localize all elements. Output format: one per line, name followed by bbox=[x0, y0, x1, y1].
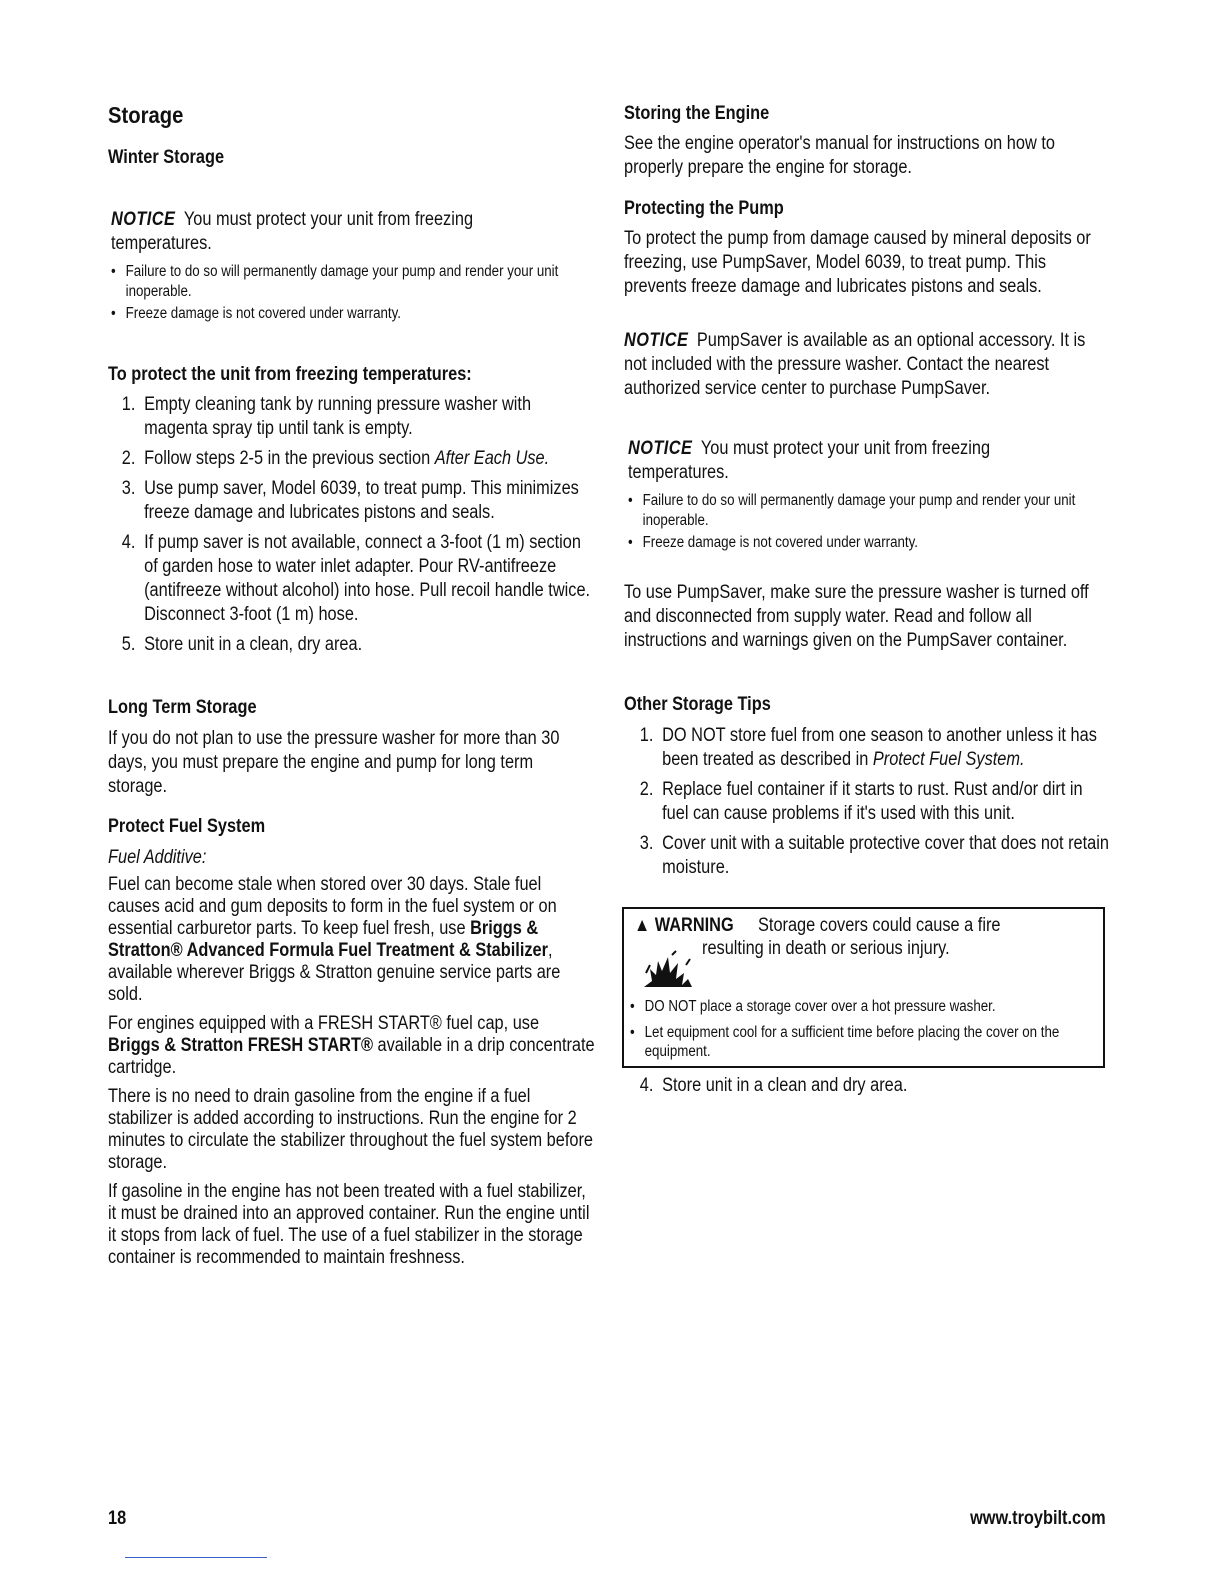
fire-icon bbox=[642, 949, 694, 989]
list-item: 1. DO NOT store fuel from one season to another unless it has been treated as described in Protect Fuel System. bbox=[639, 725, 1097, 770]
fuel-additive-label: Fuel Additive: bbox=[108, 847, 207, 868]
protect-unit-heading: To protect the unit from freezing temperatures: bbox=[108, 364, 472, 385]
winter-storage-heading: Winter Storage bbox=[108, 147, 225, 168]
warning-triangle-icon: ▲ bbox=[634, 915, 651, 936]
notice-label: NOTICE bbox=[624, 330, 689, 351]
warning-label: WARNING bbox=[654, 915, 734, 936]
list-item: 5. Store unit in a clean, dry area. bbox=[121, 634, 363, 655]
notice-text: PumpSaver is available as an optional accessory. It is not included with the pressure washer. Contact the nearest authorized service center to purchase PumpSaver. bbox=[624, 330, 1086, 399]
warning-header bbox=[634, 915, 734, 937]
notice-bullet: • Freeze damage is not covered under warranty. bbox=[628, 533, 1110, 553]
notice-pumpsaver bbox=[624, 329, 1111, 401]
protect-steps-list bbox=[108, 393, 674, 663]
notice-text: You must protect your unit from freezing temperatures. bbox=[111, 209, 474, 254]
notice-freezing-right bbox=[628, 437, 1188, 553]
storage-tip-4 bbox=[626, 1074, 1113, 1104]
warning-bullets bbox=[630, 997, 1094, 1061]
page-number: 18 bbox=[108, 1508, 127, 1529]
list-item: 1. Empty cleaning tank by running pressure washer with magenta spray tip until tank is empty. bbox=[121, 394, 532, 439]
fuel-paragraph: Fuel can become stale when stored over 30 days. Stale fuel causes acid and gum deposits to form in the fuel system or on essential carburetor parts. To keep fuel fresh, use Briggs & Stratton® Advanced Formula Fuel Treatment & Stabilizer, available wherever Briggs & Stratton genuine service parts are sold. bbox=[108, 874, 561, 1005]
warning-box bbox=[622, 907, 1105, 1068]
protecting-pump-text: To protect the pump from damage caused by mineral deposits or freezing, use PumpSaver, Model 6039, to treat pump. This prevents freeze damage and lubricates pistons and seals. bbox=[624, 228, 1091, 297]
list-item: 3. Use pump saver, Model 6039, to treat pump. This minimizes freeze damage and lubricates pistons and seals. bbox=[121, 478, 579, 523]
footer-divider bbox=[125, 1557, 267, 1558]
list-item: 2. Follow steps 2-5 in the previous section After Each Use. bbox=[121, 448, 550, 469]
fuel-paragraph: If gasoline in the engine has not been treated with a fuel stabilizer, it must be drained into an approved container. Run the engine until it stops from lack of fuel. The use of a fuel stabilizer in the storage container is recommended to maintain freshness. bbox=[108, 1181, 590, 1268]
notice-bullet: • Failure to do so will permanently damage your pump and render your unit inoperable. bbox=[111, 262, 593, 302]
list-item: 2. Replace fuel container if it starts to rust. Rust and/or dirt in fuel can cause problems if it's used with this unit. bbox=[639, 779, 1083, 824]
protecting-pump-heading: Protecting the Pump bbox=[624, 198, 784, 219]
list-item: 4. If pump saver is not available, connect a 3-foot (1 m) section of garden hose to water inlet adapter. Pour RV-antifreeze (antifreeze without alcohol) into hose. Pull recoil handle twice. Disconnect 3-foot (1 m) hose. bbox=[121, 532, 591, 625]
warning-text-line2: resulting in death or serious injury. bbox=[702, 938, 950, 959]
notice-label: NOTICE bbox=[111, 209, 176, 230]
fuel-system-heading: Protect Fuel System bbox=[108, 816, 266, 837]
long-term-text: If you do not plan to use the pressure washer for more than 30 days, you must prepare the engine and pump for long term storage. bbox=[108, 728, 560, 797]
warning-text-line1: Storage covers could cause a fire bbox=[758, 915, 1001, 936]
notice-freezing-left bbox=[111, 208, 671, 324]
list-item: 3. Cover unit with a suitable protective cover that does not retain moisture. bbox=[639, 833, 1109, 878]
notice-bullet: • Failure to do so will permanently damage your pump and render your unit inoperable. bbox=[628, 491, 1110, 531]
fuel-paragraph: There is no need to drain gasoline from the engine if a fuel stabilizer is added according to instructions. Run the engine for 2 minutes to circulate the stabilizer throughout the fuel system before storage. bbox=[108, 1086, 594, 1173]
storing-engine-heading: Storing the Engine bbox=[624, 103, 770, 124]
notice-text: You must protect your unit from freezing temperatures. bbox=[628, 438, 991, 483]
long-term-heading: Long Term Storage bbox=[108, 697, 257, 718]
pumpsaver-usage-text: To use PumpSaver, make sure the pressure washer is turned off and disconnected from supply water. Read and follow all instructions and warnings given on the PumpSaver container. bbox=[624, 582, 1089, 651]
other-tips-heading: Other Storage Tips bbox=[624, 694, 771, 715]
notice-bullet: • Freeze damage is not covered under warranty. bbox=[111, 304, 593, 324]
notice-label: NOTICE bbox=[628, 438, 693, 459]
storage-tips-list bbox=[626, 724, 1192, 886]
fuel-paragraph: For engines equipped with a FRESH START® fuel cap, use Briggs & Stratton FRESH START® available in a drip concentrate cartridge. bbox=[108, 1013, 595, 1078]
website-link[interactable]: www.troybilt.com bbox=[970, 1508, 1106, 1529]
warning-bullet: • Let equipment cool for a sufficient time before placing the cover on the equipment. bbox=[630, 1023, 1094, 1061]
storing-engine-text: See the engine operator's manual for instructions on how to properly prepare the engine for storage. bbox=[624, 133, 1055, 178]
list-item: 4. Store unit in a clean and dry area. bbox=[639, 1075, 908, 1096]
page-title: Storage bbox=[108, 102, 184, 128]
warning-bullet: • DO NOT place a storage cover over a hot pressure washer. bbox=[630, 997, 1094, 1016]
fuel-paragraphs bbox=[108, 874, 595, 1269]
